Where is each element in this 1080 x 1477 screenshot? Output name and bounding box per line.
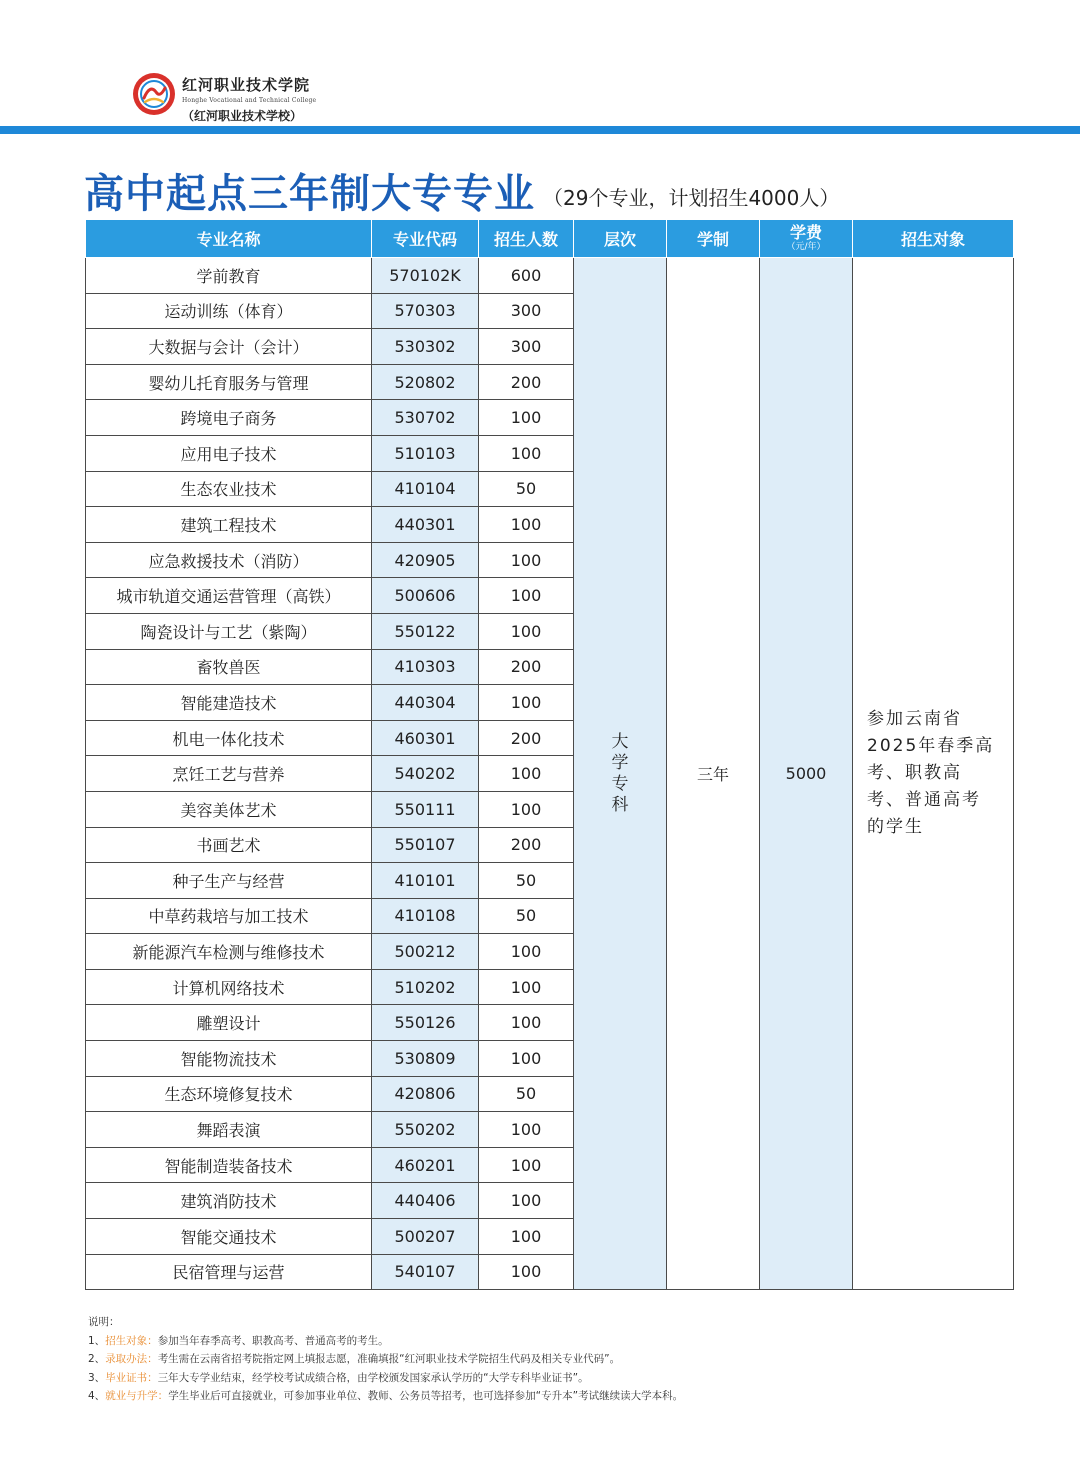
enrollment-count-cell: 100 [479,1005,574,1041]
major-code-cell: 500212 [372,934,479,970]
major-code-cell: 410303 [372,649,479,685]
major-name-cell: 生态环境修复技术 [86,1076,372,1112]
enrollment-count-cell: 100 [479,934,574,970]
major-name-cell: 新能源汽车检测与维修技术 [86,934,372,970]
table-row [86,258,1014,294]
school-name: 红河职业技术学院 [182,76,311,94]
enrollment-count-cell: 600 [479,258,574,294]
major-name-cell: 雕塑设计 [86,1005,372,1041]
header-name: 专业名称 [86,220,372,258]
major-code-cell: 550107 [372,827,479,863]
enrollment-count-cell: 100 [479,435,574,471]
major-name-cell: 生态农业技术 [86,471,372,507]
major-code-cell: 460201 [372,1147,479,1183]
major-code-cell: 500207 [372,1219,479,1255]
enrollment-count-cell: 100 [479,1041,574,1077]
major-code-cell: 540202 [372,756,479,792]
enrollment-count-cell: 100 [479,756,574,792]
enrollment-count-cell: 100 [479,1183,574,1219]
major-name-cell: 跨境电子商务 [86,400,372,436]
majors-table-wrapper [85,219,1013,1291]
major-name-cell: 机电一体化技术 [86,720,372,756]
level-text: 大学专科 [611,731,629,815]
major-name-cell: 烹饪工艺与营养 [86,756,372,792]
major-name-cell: 运动训练（体育） [86,293,372,329]
note-text: 参加当年春季高考、职教高考、普通高考的考生。 [157,1334,389,1347]
header-fee [760,220,853,258]
table-header-row [86,220,1014,258]
enrollment-count-cell: 100 [479,1254,574,1290]
major-name-cell: 畜牧兽医 [86,649,372,685]
note-text: 三年大专学业结束，经学校考试成绩合格，由学校颁发国家承认学历的“大学专科毕业证书”。 [157,1371,589,1384]
header-count: 招生人数 [479,220,574,258]
note-text: 学生毕业后可直接就业，可参加事业单位、教师、公务员等招考，也可选择参加“专升本”考试继续读大学本科。 [168,1390,684,1402]
major-code-cell: 530702 [372,400,479,436]
major-name-cell: 计算机网络技术 [86,969,372,1005]
enrollment-count-cell: 200 [479,364,574,400]
school-name-en: Honghe Vocational and Technical College [182,97,317,104]
note-tag: 就业与升学： [105,1390,169,1402]
enrollment-count-cell: 300 [479,329,574,365]
major-code-cell: 510103 [372,435,479,471]
enrollment-count-cell: 50 [479,1076,574,1112]
enrollment-count-cell: 50 [479,471,574,507]
major-code-cell: 550126 [372,1005,479,1041]
note-number: 3、 [88,1371,106,1384]
major-name-cell: 民宿管理与运营 [86,1254,372,1290]
major-name-cell: 城市轨道交通运营管理（高铁） [86,578,372,614]
notes-list [88,1332,1008,1406]
enrollment-count-cell: 100 [479,578,574,614]
duration-cell: 三年 [667,258,760,1290]
major-code-cell: 520802 [372,364,479,400]
note-number: 4、 [88,1390,106,1402]
header-duration: 学制 [667,220,760,258]
header-fee-unit: （元/年） [786,242,826,252]
major-name-cell: 智能制造装备技术 [86,1147,372,1183]
major-code-cell: 570303 [372,293,479,329]
note-tag: 录取办法： [105,1353,158,1365]
target-text: 参加云南省2025年春季高考、职教高考、普通高考的学生 [867,709,995,838]
major-code-cell: 500606 [372,578,479,614]
note-item [88,1387,1008,1406]
major-name-cell: 婴幼儿托育服务与管理 [86,364,372,400]
major-name-cell: 智能物流技术 [86,1041,372,1077]
major-code-cell: 550111 [372,791,479,827]
major-name-cell: 建筑工程技术 [86,507,372,543]
note-item [88,1369,1008,1388]
enrollment-count-cell: 200 [479,827,574,863]
major-name-cell: 书画艺术 [86,827,372,863]
major-code-cell: 410101 [372,863,479,899]
major-code-cell: 410104 [372,471,479,507]
enrollment-count-cell: 100 [479,969,574,1005]
major-code-cell: 550122 [372,613,479,649]
major-name-cell: 陶瓷设计与工艺（紫陶） [86,613,372,649]
enrollment-count-cell: 100 [479,613,574,649]
major-code-cell: 570102K [372,258,479,294]
major-code-cell: 410108 [372,898,479,934]
major-code-cell: 420806 [372,1076,479,1112]
page-title: 高中起点三年制大专专业 [84,171,535,217]
major-name-cell: 美容美体艺术 [86,791,372,827]
college-logo-icon [132,72,176,116]
major-name-cell: 学前教育 [86,258,372,294]
major-code-cell: 540107 [372,1254,479,1290]
level-cell [574,258,667,1290]
header-target: 招生对象 [853,220,1014,258]
enrollment-count-cell: 100 [479,685,574,721]
school-name-block [182,74,316,124]
major-name-cell: 中草药栽培与加工技术 [86,898,372,934]
major-code-cell: 440304 [372,685,479,721]
notes-section [88,1313,1008,1406]
enrollment-count-cell: 300 [479,293,574,329]
enrollment-count-cell: 100 [479,1112,574,1148]
enrollment-count-cell: 100 [479,1219,574,1255]
major-name-cell: 种子生产与经营 [86,863,372,899]
enrollment-count-cell: 200 [479,649,574,685]
major-code-cell: 460301 [372,720,479,756]
enrollment-count-cell: 50 [479,863,574,899]
header-divider [0,126,1080,134]
fee-cell: 5000 [760,258,853,1290]
major-code-cell: 440301 [372,507,479,543]
table-body [86,258,1014,1290]
target-cell [853,258,1014,1290]
note-number: 1、 [88,1334,106,1347]
majors-table [85,219,1014,1290]
enrollment-count-cell: 100 [479,542,574,578]
major-code-cell: 530809 [372,1041,479,1077]
page-title-row [84,168,1004,216]
note-text: 考生需在云南省招考院指定网上填报志愿，准确填报“红河职业技术学院招生代码及相关专业代码”。 [157,1353,621,1365]
major-code-cell: 510202 [372,969,479,1005]
note-tag: 招生对象： [105,1334,158,1347]
major-code-cell: 550202 [372,1112,479,1148]
major-name-cell: 应急救援技术（消防） [86,542,372,578]
major-code-cell: 420905 [372,542,479,578]
note-item [88,1332,1008,1351]
major-name-cell: 智能建造技术 [86,685,372,721]
enrollment-count-cell: 200 [479,720,574,756]
page-subtitle: （29个专业，计划招生4000人） [543,186,840,210]
header-level: 层次 [574,220,667,258]
notes-heading: 说明： [88,1316,120,1328]
note-number: 2、 [88,1353,106,1365]
enrollment-count-cell: 100 [479,1147,574,1183]
major-name-cell: 舞蹈表演 [86,1112,372,1148]
header-fee-label: 学费 [789,223,822,242]
major-name-cell: 建筑消防技术 [86,1183,372,1219]
page-header [0,0,1080,128]
major-code-cell: 440406 [372,1183,479,1219]
major-name-cell: 应用电子技术 [86,435,372,471]
enrollment-count-cell: 100 [479,507,574,543]
major-name-cell: 智能交通技术 [86,1219,372,1255]
note-tag: 毕业证书： [105,1371,158,1384]
school-subname: （红河职业技术学校） [182,109,303,123]
major-code-cell: 530302 [372,329,479,365]
major-name-cell: 大数据与会计（会计） [86,329,372,365]
enrollment-count-cell: 50 [479,898,574,934]
enrollment-count-cell: 100 [479,400,574,436]
enrollment-count-cell: 100 [479,791,574,827]
note-item [88,1350,1008,1369]
header-code: 专业代码 [372,220,479,258]
